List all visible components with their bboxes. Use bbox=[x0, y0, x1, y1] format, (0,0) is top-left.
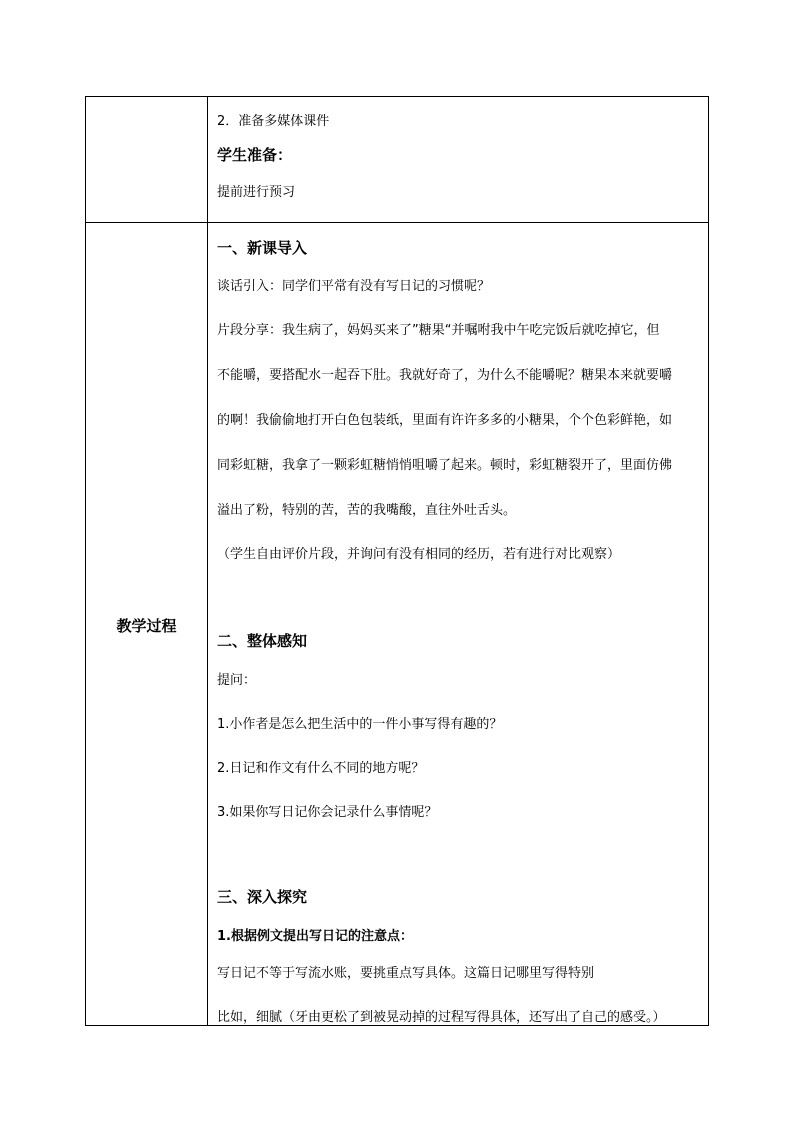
teaching-process-content-cell bbox=[208, 223, 709, 1026]
preparation-label-cell bbox=[86, 97, 208, 223]
excerpt-line-2: 不能嚼，要搭配水一起吞下肚。我就好奇了，为什么不能嚼呢？糖果本来就要嚼 bbox=[217, 368, 673, 383]
section-1-heading: 一、新课导入 bbox=[217, 239, 308, 257]
student-prep-heading: 学生准备： bbox=[217, 146, 293, 164]
section-3-line-1: 写日记不等于写流水账，要挑重点写具体。这篇日记哪里写得特别 bbox=[217, 966, 595, 981]
lesson-plan-table bbox=[85, 96, 709, 1026]
section-2-heading: 二、整体感知 bbox=[217, 632, 308, 650]
excerpt-line-5: 溢出了粉，特别的苦，苦的我嘴酸，直往外吐舌头。 bbox=[217, 503, 517, 518]
student-prep-item: 提前进行预习 bbox=[217, 185, 296, 200]
excerpt-line-3: 的啊！我偷偷地打开白色包装纸，里面有许许多多的小糖果，个个色彩鲜艳，如 bbox=[217, 413, 673, 428]
section-1-note: （学生自由评价片段，并询问有没有相同的经历，若有进行对比观察） bbox=[217, 547, 621, 562]
preparation-row bbox=[86, 97, 709, 223]
section-3-heading: 三、深入探究 bbox=[217, 888, 308, 906]
section-2-ask: 提问： bbox=[217, 673, 257, 688]
preparation-content-cell bbox=[208, 97, 709, 223]
prep-item-2: 2．准备多媒体课件 bbox=[217, 114, 330, 129]
question-3: 3.如果你写日记你会记录什么事情呢？ bbox=[217, 805, 438, 820]
question-2: 2.日记和作文有什么不同的地方呢？ bbox=[217, 761, 425, 776]
teaching-process-label: 教学过程 bbox=[116, 616, 177, 635]
section-3-subheading: 1.根据例文提出写日记的注意点： bbox=[217, 929, 413, 944]
teaching-process-label-cell bbox=[86, 223, 208, 1026]
excerpt-line-1: 片段分享：我生病了，妈妈买来了”糖果“并嘱咐我中午吃完饭后就吃掉它，但 bbox=[217, 323, 660, 338]
section-3-line-2: 比如，细腻（牙由更松了到被晃动掉的过程写得具体，还写出了自己的感受。） bbox=[217, 1010, 666, 1025]
section-1-intro: 谈话引入：同学们平常有没有写日记的习惯呢？ bbox=[217, 279, 491, 294]
teaching-process-row bbox=[86, 223, 709, 1026]
question-1: 1.小作者是怎么把生活中的一件小事写得有趣的？ bbox=[217, 717, 503, 732]
excerpt-line-4: 同彩虹糖，我拿了一颗彩虹糖悄悄咀嚼了起来。顿时，彩虹糖裂开了，里面仿佛 bbox=[217, 458, 673, 473]
